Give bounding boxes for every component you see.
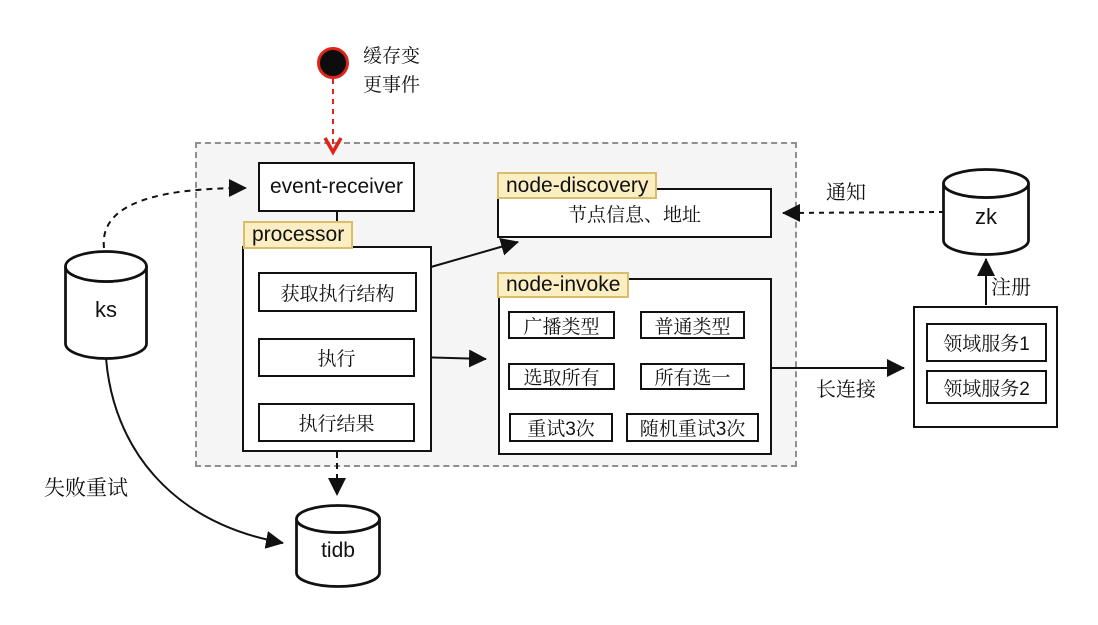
invoke-pick-one[interactable]: 所有选一 <box>640 363 745 390</box>
zk-label: zk <box>975 203 997 229</box>
cache-event-dot-icon <box>317 47 349 79</box>
edge-processor-to-node-discovery <box>417 242 518 271</box>
processor-step-execute[interactable]: 执行 <box>258 338 415 377</box>
ks-database[interactable] <box>64 250 148 360</box>
processor-step-result[interactable]: 执行结果 <box>258 403 415 442</box>
notify-edge-label: 通知 <box>826 182 866 204</box>
tidb-database[interactable] <box>295 504 381 588</box>
invoke-normal-type[interactable]: 普通类型 <box>640 311 745 339</box>
event-receiver-box[interactable]: event-receiver <box>258 162 415 212</box>
processor-step-get-structure[interactable]: 获取执行结构 <box>258 272 417 312</box>
ks-label: ks <box>95 296 117 322</box>
edge-zk-notify-to-node-discovery <box>783 212 944 213</box>
long-connection-edge-label: 长连接 <box>816 379 876 401</box>
node-discovery-tag[interactable]: node-discovery <box>497 172 657 199</box>
node-invoke-tag[interactable]: node-invoke <box>497 272 629 298</box>
fail-retry-edge-label: 失败重试 <box>44 477 128 500</box>
zk-database[interactable] <box>942 168 1030 256</box>
invoke-retry-3[interactable]: 重试3次 <box>509 413 613 442</box>
register-edge-label: 注册 <box>991 277 1031 299</box>
cache-event-label: 缓存变更事件 <box>363 46 421 97</box>
domain-service-1[interactable]: 领域服务1 <box>926 323 1047 362</box>
edge-ks-to-event-receiver <box>104 188 246 248</box>
invoke-select-all[interactable]: 选取所有 <box>508 363 615 390</box>
invoke-broadcast-type[interactable]: 广播类型 <box>508 311 615 339</box>
processor-tag[interactable]: processor <box>243 221 353 249</box>
tidb-label: tidb <box>321 538 355 562</box>
domain-service-2[interactable]: 领域服务2 <box>926 370 1047 404</box>
invoke-random-retry-3[interactable]: 随机重试3次 <box>626 413 759 442</box>
node-discovery-box[interactable]: 节点信息、地址 <box>497 188 772 238</box>
